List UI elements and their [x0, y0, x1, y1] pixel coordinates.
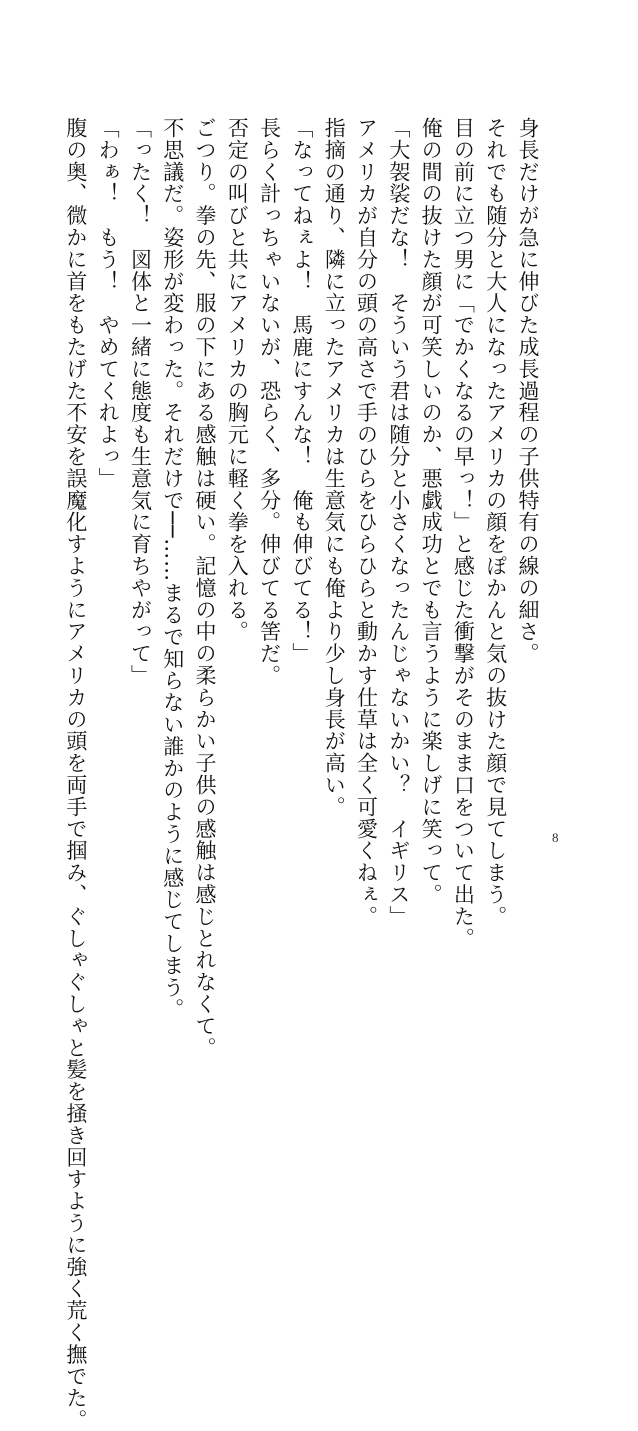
paragraph-6: アメリカが自分の頭の高さで手のひらをひらひらと動かす仕草は全く可愛くねぇ。 [354, 117, 379, 928]
page-number: 8 [552, 830, 559, 845]
paragraph-2: それでも随分と大人になったアメリカの顔をぽかんと気の抜けた顔で見てしまう。 [483, 117, 508, 928]
paragraph-4: 俺の間の抜けた顔が可笑しいのか、悪戯成功とでも言うように楽しげに笑って。 [419, 117, 444, 906]
paragraph-14-dialogue: 「わぁ！ もう！ やめてくれよっ」 [96, 117, 121, 490]
vertical-text-body [60, 117, 544, 1431]
paragraph-3: 目の前に立つ男に「でかくなるの早っ！」と感じた衝撃がそのまま口をついて出た。 [451, 117, 476, 950]
paragraph-1: 身長だけが急に伸びた成長過程の子供特有の線の細さ。 [516, 117, 540, 665]
paragraph-5-dialogue: 「大袈裟だな！ そういう君は随分と小さくなったんじゃないかい？ イギリス」 [386, 117, 411, 928]
paragraph-7: 指摘の通り、隣に立ったアメリカは生意気にも俺より少し身長が高い。 [322, 117, 347, 818]
paragraph-9: 長らく計っちゃいないが、恐らく、多分。伸びてる筈だ。 [257, 117, 282, 687]
paragraph-11: ごつり。拳の先、服の下にある感触は硬い。記憶の中の柔らかい子供の感触は感じとれなくて。 [193, 117, 218, 1059]
paragraph-15: 腹の奥、微かに首をもたげた不安を誤魔化すようにアメリカの頭を両手で掴み、ぐしゃぐしゃと髪を掻き回すように強く荒く撫でた。 [63, 117, 88, 1431]
paragraph-10: 否定の叫びと共にアメリカの胸元に軽く拳を入れる。 [225, 117, 250, 643]
paragraph-8-dialogue: 「なってねぇよ！ 馬鹿にすんな！ 俺も伸びてる！」 [289, 117, 314, 665]
paragraph-12: 不思議だ。姿形が変わった。それだけで──……まるで知らない誰かのように感じてしまう。 [160, 117, 185, 1021]
paragraph-13-dialogue: 「ったく！ 図体と一緒に態度も生意気に育ちやがって」 [128, 117, 153, 687]
